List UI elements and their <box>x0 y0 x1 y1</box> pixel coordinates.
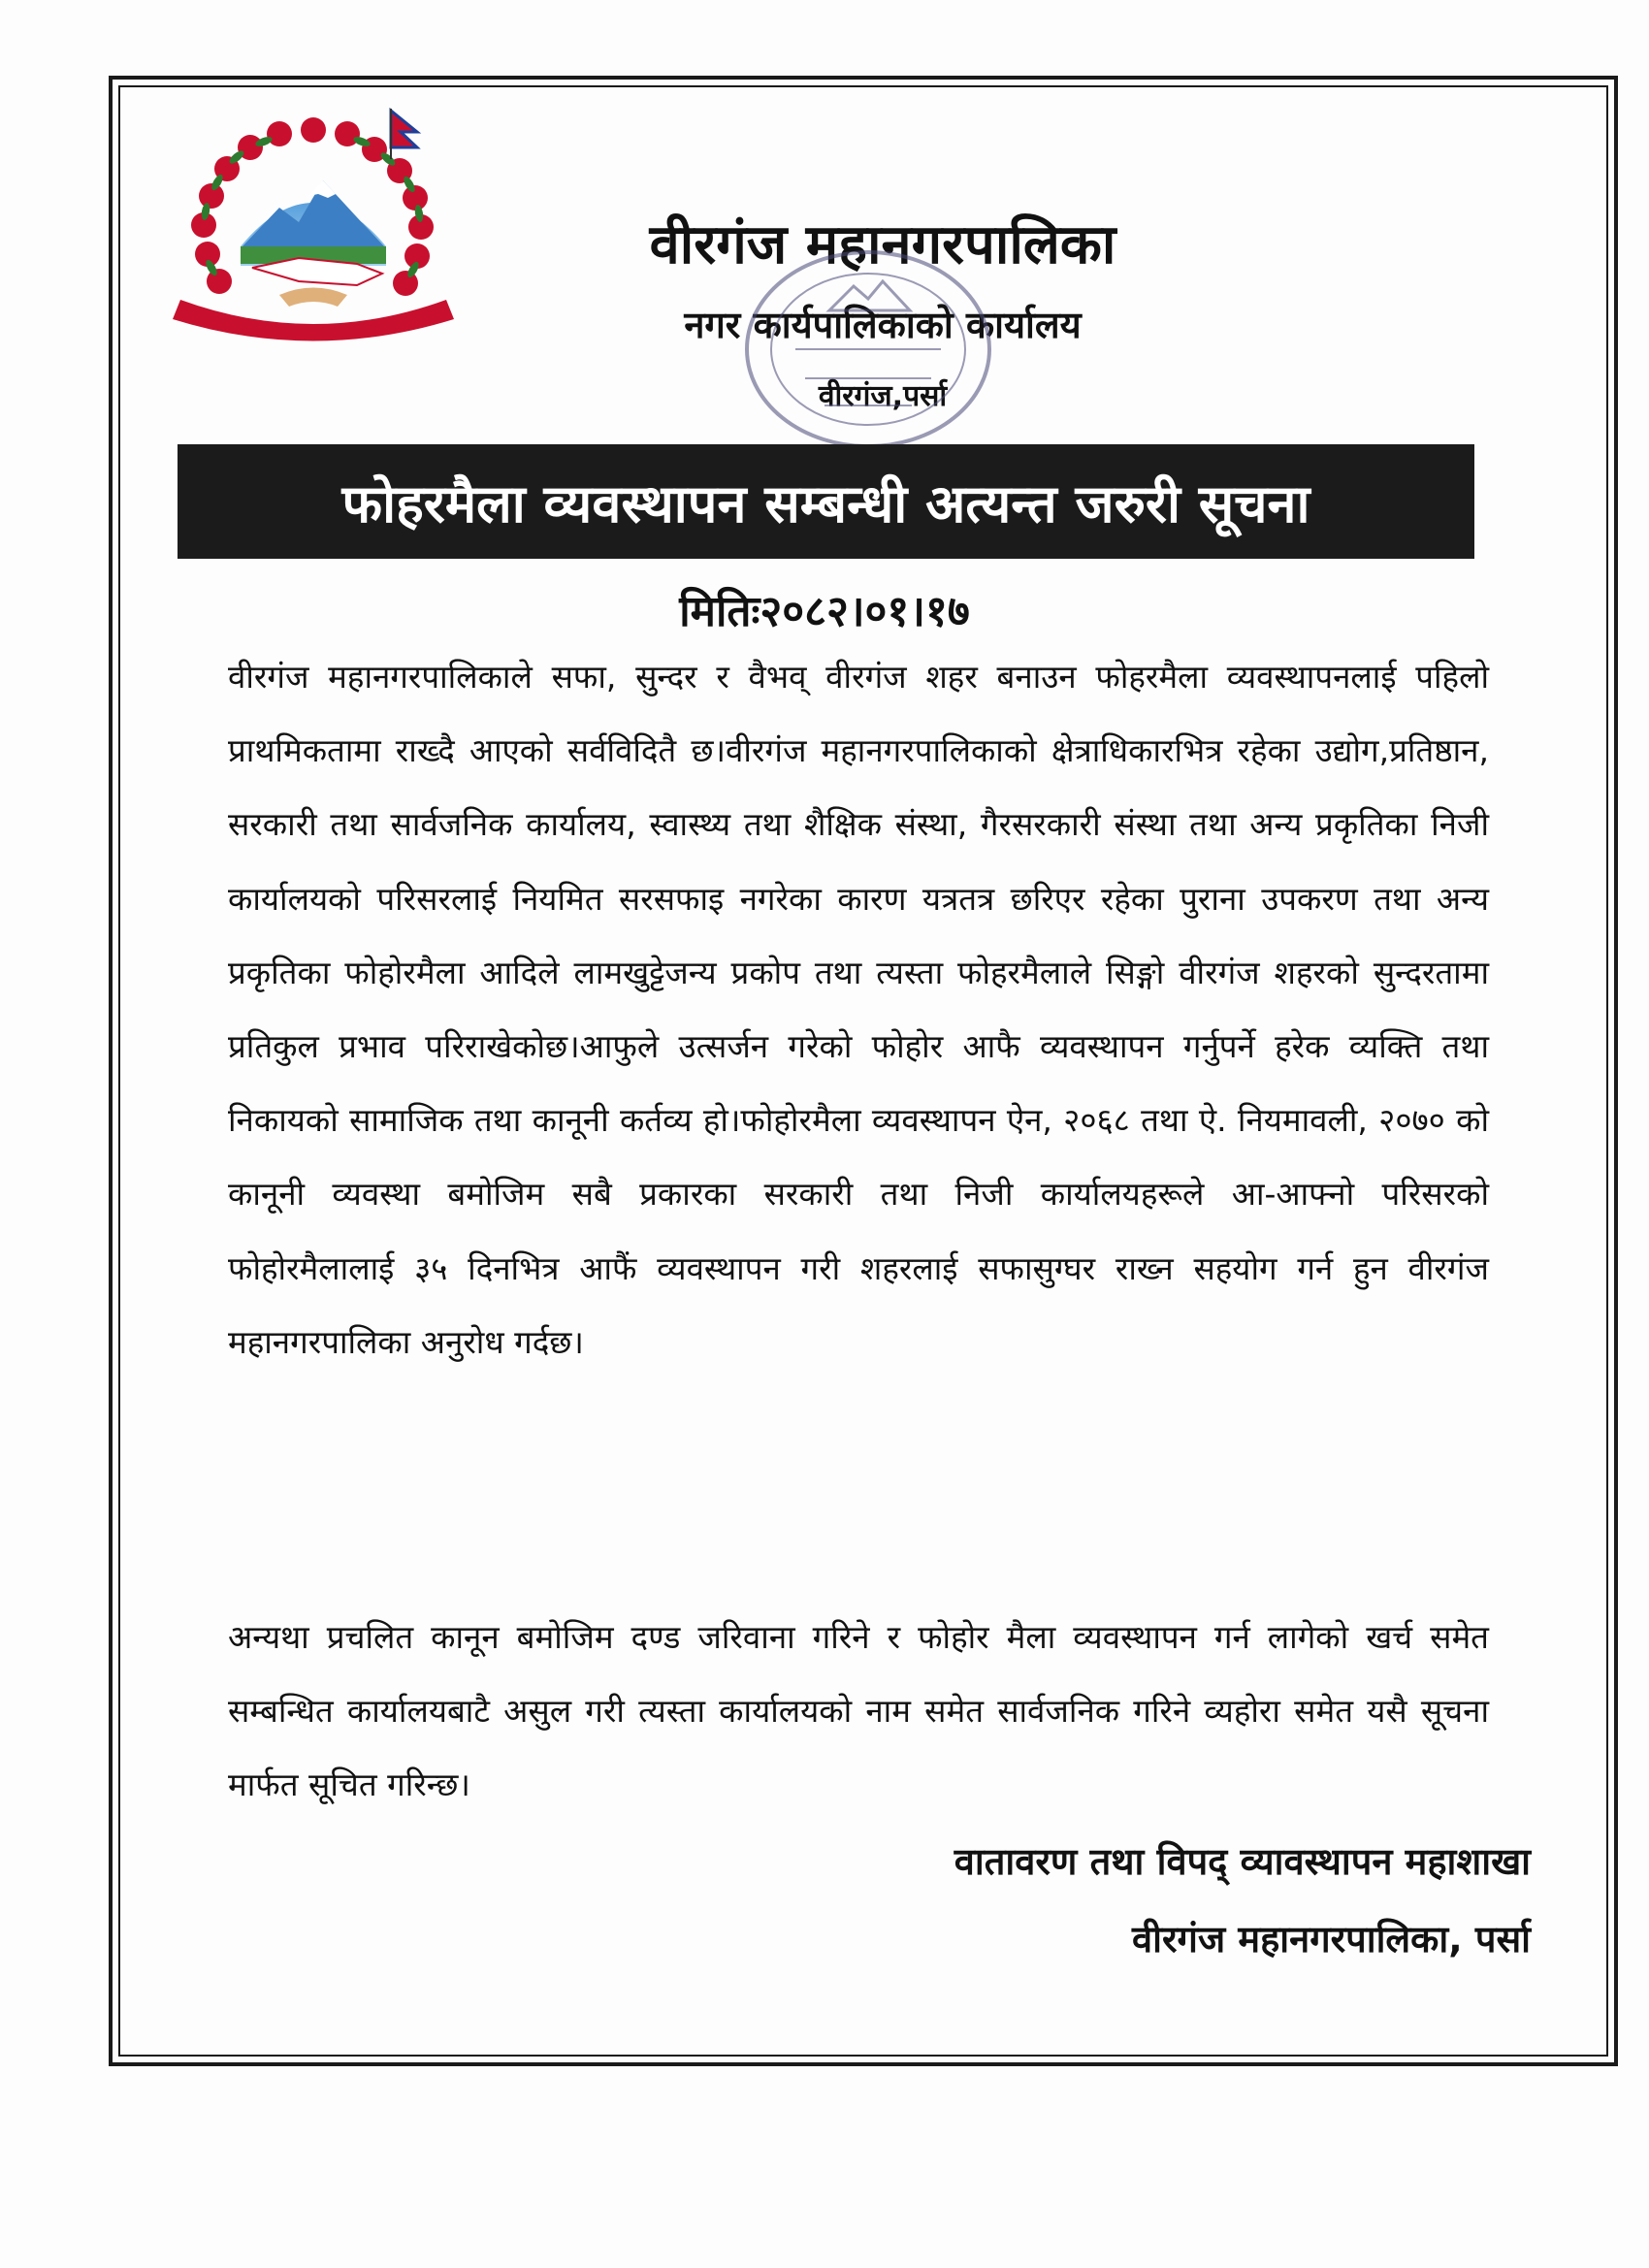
notice-paragraph-2: अन्यथा प्रचलित कानून बमोजिम दण्ड जरिवाना गरिने र फोहोर मैला व्यवस्थापन गर्न लागेको खर्च समेत सम्बन्धित कार्यालयबाटै असुल गरी त्यस्ता कार्यालयको नाम समेत सार्वजनिक गरिने व्यहोरा समेत यसै सूचना मार्फत सूचित गरिन्छ। <box>228 1618 1489 1804</box>
notice-paragraph-1: वीरगंज महानगरपालिकाले सफा, सुन्दर र वैभव् वीरगंज शहर बनाउन फोहरमैला व्यवस्थापनलाई पहिलो प्राथमिकतामा राख्दै आएको सर्वविदितै छ।वीरगंज महानगरपालिकाको क्षेत्राधिकारभित्र रहेका उद्योग,प्रतिष्ठान, सरकारी तथा सार्वजनिक कार्यालय, स्वास्थ्य तथा शैक्षिक संस्था, गैरसरकारी संस्था तथा अन्य प्रकृतिका निजी कार्यालयको परिसरलाई नियमित सरसफाइ नगरेका कारण यत्रतत्र छरिएर रहेका पुराना उपकरण तथा अन्य प्रकृतिका फोहोरमैला आदिले लामखुट्टेजन्य प्रकोप तथा त्यस्ता फोहरमैलाले सिङ्गो वीरगंज शहरको सुन्दरतामा प्रतिकुल प्रभाव परिराखेकोछ।आफुले उत्सर्जन गरेको फोहोर आफै व्यवस्थापन गर्नुपर्ने हरेक व्यक्ति तथा निकायको सामाजिक तथा कानूनी कर्तव्य हो।फोहोरमैला व्यवस्थापन ऐन, २०६८ तथा ऐ. नियमावली, २०७० को कानूनी व्यवस्था बमोजिम सबै प्रकारका सरकारी तथा निजी कार्यालयहरूले आ-आफ्नो परिसरको फोहोरमैलालाई ३५ दिनभित्र आफैं व्यवस्थापन गरी शहरलाई सफासुग्घर राख्न सहयोग गर्न हुन वीरगंज महानगरपालिका अनुरोध गर्दछ। <box>228 658 1489 1361</box>
notice-date: मितिः२०८२।०१।१७ <box>679 587 970 636</box>
signature-department: वातावरण तथा विपद् व्यावस्थापन महाशाखा <box>954 1840 1531 1883</box>
org-name: वीरगंज महानगरपालिका <box>649 213 1116 276</box>
office-name: नगर कार्यपालिकाको कार्यालय <box>684 304 1082 346</box>
notice-title: फोहरमैला व्यवस्थापन सम्बन्धी अत्यन्त जरुरी सूचना <box>341 473 1310 535</box>
office-location: वीरगंज,पर्सा <box>818 379 948 413</box>
notice-title-banner <box>178 444 1474 559</box>
official-stamp-icon <box>737 243 999 456</box>
nepal-emblem-icon <box>163 101 464 363</box>
signature-office: वीरगंज महानगरपालिका, पर्सा <box>1132 1918 1531 1960</box>
